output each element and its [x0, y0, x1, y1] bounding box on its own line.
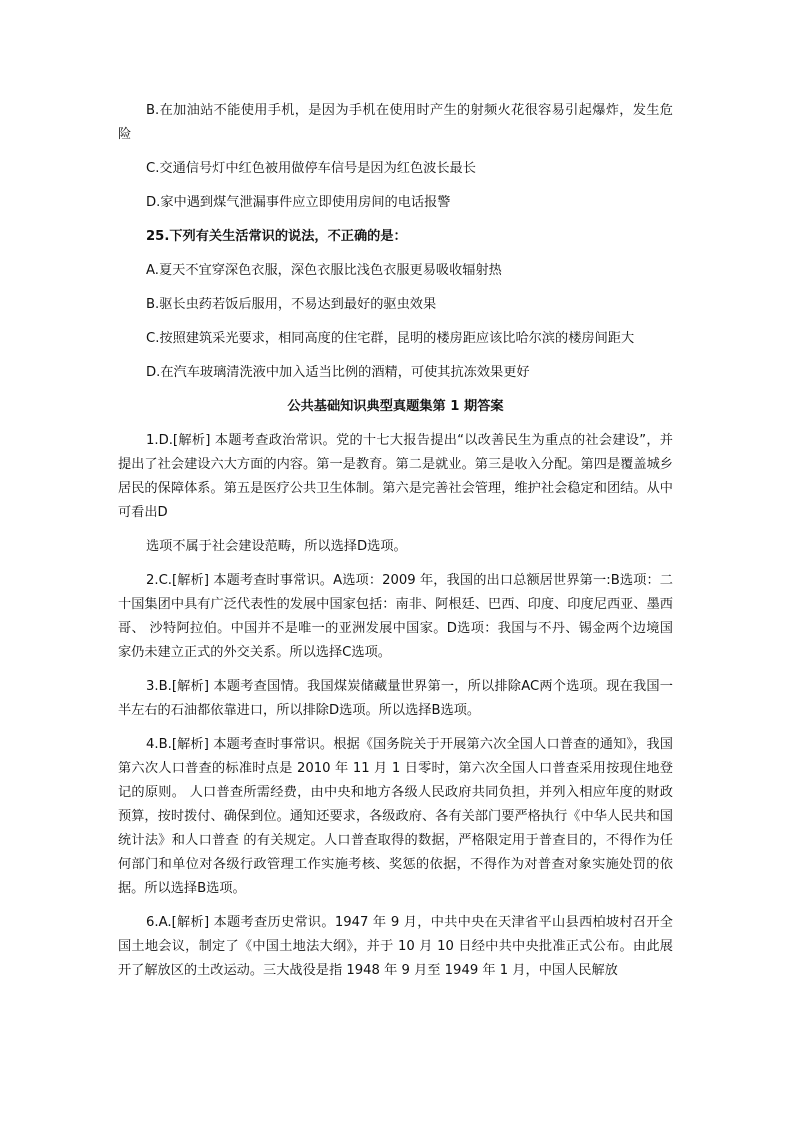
answer-1-continued: 选项不属于社会建设范畴，所以选择D选项。 — [146, 539, 407, 554]
answers-heading: 公共基础知识典型真题集第 1 期答案 — [287, 399, 504, 414]
answer-6: 6.A.[解析] 本题考查历史常识。1947 年 9 月，中共中央在天津省平山县西柏坡村召开全国土地会议，制定了《中国土地法大纲》，并于 10 月 10 日经中共中央批准正式公布。由此展开了解放区的土改运动。三大战役是指 1948 年 9 月至 1949 年 1 月，中国人民解放 — [118, 915, 673, 978]
answer-1: 1.D.[解析] 本题考查政治常识。党的十七大报告提出“以改善民生为重点的社会建设”，并提出了社会建设六大方面的内容。第一是教育。第二是就业。第三是收入分配。第四是覆盖城乡居民的保障体系。第五是医疗公共卫生体制。第六是完善社会管理，维护社会稳定和团结。从中可看出D — [118, 433, 673, 520]
answer-4: 4.B.[解析] 本题考查时事常识。根据《国务院关于开展第六次全国人口普查的通知》，我国第六次人口普查的标准时点是 2010 年 11 月 1 日零时，第六次全国人口普查采用按现住地登记的原则。 人口普查所需经费，由中央和地方各级人民政府共同负担，并列入相应年度的财政预算，按时拨付、确保到位。通知还要求，各级政府、各有关部门要严格执行《中华人民共和国统计法》和人口普查 的有关规定。人口普查取得的数据，严格限定用于普查目的，不得作为任何部门和单位对各级行政管理工作实施考核、奖惩的依据，不得作为对普查对象实施处罚的依据。所以选择B选项。 — [118, 737, 673, 896]
option-d-prev: D.家中遇到煤气泄漏事件应立即使用房间的电话报警 — [146, 195, 451, 210]
option-b-prev: B.在加油站不能使用手机，是因为手机在使用时产生的射频火花很容易引起爆炸，发生危险 — [118, 103, 673, 142]
answer-3: 3.B.[解析] 本题考查国情。我国煤炭储藏量世界第一，所以排除AC两个选项。现在我国一半左右的石油都依靠进口，所以排除D选项。所以选择B选项。 — [118, 679, 673, 718]
question-25-title: 25.下列有关生活常识的说法，不正确的是： — [146, 229, 407, 244]
question-25-option-d: D.在汽车玻璃清洗液中加入适当比例的酒精，可使其抗冻效果更好 — [146, 365, 530, 380]
question-25-option-b: B.驱长虫药若饭后服用，不易达到最好的驱虫效果 — [146, 297, 437, 312]
question-25-option-a: A.夏天不宜穿深色衣服，深色衣服比浅色衣服更易吸收辐射热 — [146, 263, 502, 278]
option-c-prev: C.交通信号灯中红色被用做停车信号是因为红色波长最长 — [146, 161, 476, 176]
answer-2: 2.C.[解析] 本题考查时事常识。A选项：2009 年，我国的出口总额居世界第一:B选项：二十国集团中具有广泛代表性的发展中国家包括：南非、阿根廷、巴西、印度、印度尼西亚、墨西哥、 沙特阿拉伯。中国并不是唯一的亚洲发展中国家。D选项：我国与不丹、锡金两个边境国家仍未建立正式的外交关系。所以选择C选项。 — [118, 573, 673, 660]
question-25-option-c: C.按照建筑采光要求，相同高度的住宅群，昆明的楼房距应该比哈尔滨的楼房间距大 — [146, 331, 635, 346]
page-content — [118, 99, 673, 993]
